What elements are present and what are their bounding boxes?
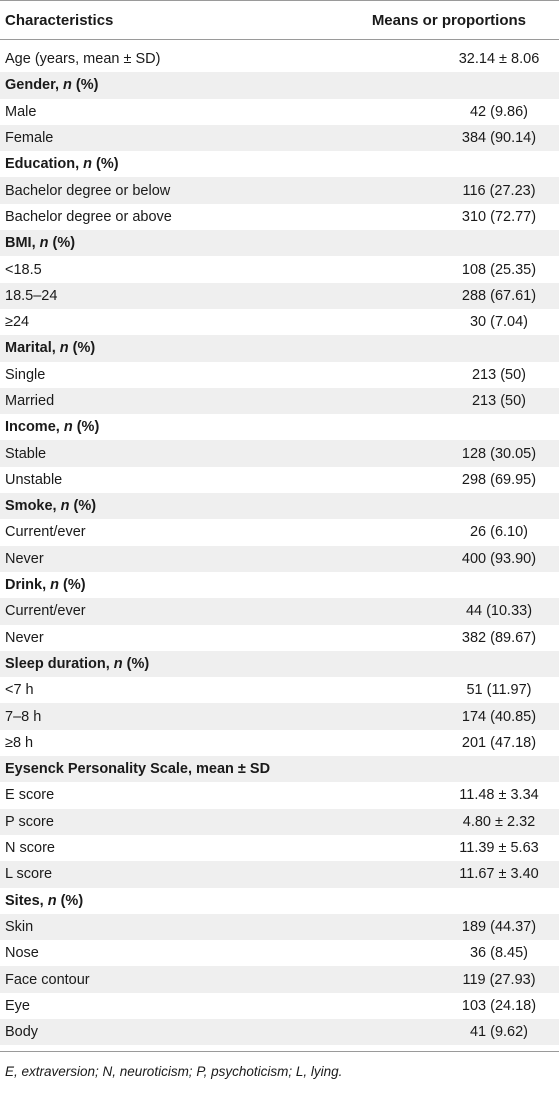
section-label: Sleep duration, n (%) — [5, 655, 150, 672]
table-row — [0, 388, 559, 414]
row-value: 201 (47.18) — [461, 734, 537, 751]
table-row — [0, 782, 559, 808]
row-value: 382 (89.67) — [461, 629, 537, 646]
table-row — [0, 940, 559, 966]
table-row — [0, 703, 559, 729]
table-row — [0, 204, 559, 230]
row-label: Male — [5, 103, 37, 120]
row-label: Skin — [5, 918, 34, 935]
table-row — [0, 99, 559, 125]
table-row — [0, 362, 559, 388]
row-label: ≥24 — [5, 314, 30, 331]
row-value: 32.14 ± 8.06 — [458, 51, 540, 68]
row-value: 310 (72.77) — [461, 208, 537, 225]
row-value: 174 (40.85) — [461, 708, 537, 725]
section-label: Marital, n (%) — [5, 340, 96, 357]
row-value: 288 (67.61) — [461, 287, 537, 304]
row-value: 189 (44.37) — [461, 918, 537, 935]
table-row — [0, 467, 559, 493]
table-row — [0, 440, 559, 466]
table-row — [0, 861, 559, 887]
row-label: ≥8 h — [5, 734, 34, 751]
row-label: Nose — [5, 945, 39, 962]
row-value: 128 (30.05) — [461, 445, 537, 462]
table-row — [0, 546, 559, 572]
row-value: 213 (50) — [471, 393, 526, 409]
section-header-row — [0, 493, 559, 519]
section-label: Smoke, n (%) — [5, 498, 97, 515]
table-row — [0, 914, 559, 940]
table-row — [0, 809, 559, 835]
row-value: 36 (8.45) — [469, 945, 529, 962]
row-value: 42 (9.86) — [469, 103, 529, 120]
header-characteristics: Characteristics — [5, 11, 114, 29]
table-body — [0, 40, 559, 1045]
row-value: 11.39 ± 5.63 — [459, 840, 539, 857]
row-value: 213 (50) — [471, 366, 526, 383]
row-label: Bachelor degree or below — [5, 182, 171, 199]
section-label: Gender, n (%) — [5, 77, 99, 94]
section-header-row — [0, 230, 559, 256]
section-header-row — [0, 414, 559, 440]
row-label: Current/ever — [5, 524, 86, 541]
table-row — [0, 625, 559, 651]
row-value: 298 (69.95) — [461, 471, 537, 488]
row-label: Female — [5, 130, 54, 147]
section-header-row — [0, 151, 559, 177]
table-footnote: E, extraversion; N, neuroticism; P, psychoticism; L, lying. — [5, 1064, 343, 1080]
row-label: <18.5 — [5, 261, 42, 278]
section-label: Sites, n (%) — [5, 892, 84, 909]
table-row — [0, 1019, 559, 1045]
row-value: 51 (11.97) — [466, 682, 532, 699]
row-value: 26 (6.10) — [469, 524, 529, 541]
row-label: 7–8 h — [5, 708, 42, 725]
table-row — [0, 677, 559, 703]
row-value: 41 (9.62) — [469, 1024, 529, 1041]
row-value: 119 (27.93) — [462, 971, 536, 988]
row-label: Never — [5, 629, 44, 646]
row-label: Never — [5, 550, 44, 567]
section-label: Eysenck Personality Scale, mean ± SD — [5, 761, 271, 778]
row-label: Bachelor degree or above — [5, 208, 172, 225]
section-label: Drink, n (%) — [5, 577, 86, 594]
header-means-or-proportions: Means or proportions — [371, 11, 526, 29]
section-header-row — [0, 888, 559, 914]
row-label: Eye — [5, 997, 30, 1014]
row-label: Age (years, mean ± SD) — [5, 51, 161, 68]
row-value: 4.80 ± 2.32 — [462, 813, 536, 830]
table-row — [0, 177, 559, 203]
table-row — [0, 309, 559, 335]
row-label: Single — [5, 366, 46, 383]
table-row — [0, 993, 559, 1019]
row-label: 18.5–24 — [5, 287, 58, 304]
row-label: N score — [5, 840, 55, 857]
table-row — [0, 46, 559, 72]
row-value: 108 (25.35) — [461, 261, 537, 278]
table-row — [0, 598, 559, 624]
table-header-row — [0, 0, 559, 40]
section-header-row — [0, 572, 559, 598]
section-header-row — [0, 72, 559, 98]
table-row — [0, 283, 559, 309]
row-value: 11.67 ± 3.40 — [459, 866, 539, 883]
table-row — [0, 835, 559, 861]
row-value: 400 (93.90) — [461, 550, 537, 567]
row-value: 11.48 ± 3.34 — [459, 787, 539, 804]
row-label: Current/ever — [5, 603, 86, 620]
table-row — [0, 256, 559, 282]
row-value: 44 (10.33) — [465, 603, 533, 620]
table-row — [0, 519, 559, 545]
section-header-row — [0, 335, 559, 361]
section-header-row — [0, 651, 559, 677]
table-row — [0, 125, 559, 151]
section-label: Income, n (%) — [5, 419, 100, 436]
section-label: Education, n (%) — [5, 156, 119, 173]
row-label: Married — [5, 393, 55, 409]
row-label: P score — [5, 813, 54, 830]
section-label: BMI, n (%) — [5, 235, 76, 252]
row-label: <7 h — [5, 682, 34, 699]
row-label: Body — [5, 1024, 39, 1041]
row-label: Stable — [5, 445, 47, 462]
row-value: 103 (24.18) — [461, 997, 537, 1014]
row-label: E score — [5, 787, 55, 804]
row-value: 30 (7.04) — [469, 314, 529, 331]
section-header-row — [0, 756, 559, 782]
row-value: 384 (90.14) — [461, 130, 537, 147]
row-label: Face contour — [5, 971, 90, 988]
row-label: Unstable — [5, 471, 63, 488]
table-row — [0, 966, 559, 992]
table-row — [0, 730, 559, 756]
row-label: L score — [5, 866, 53, 883]
row-value: 116 (27.23) — [462, 182, 536, 199]
